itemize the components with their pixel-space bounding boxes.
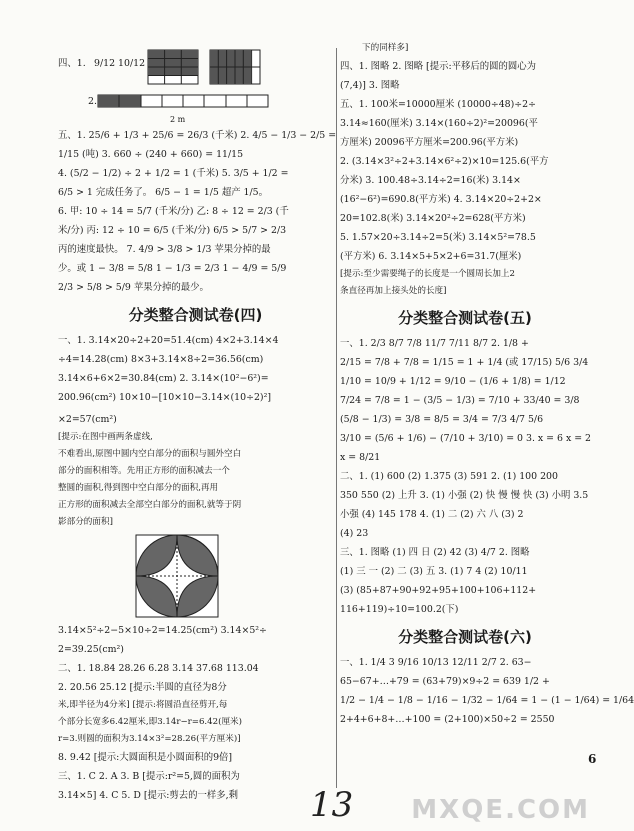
text-line: 2/3 > 5/8 > 5/9 苹果分掉的最少。 bbox=[58, 282, 209, 293]
text-line: 3.14×6+6×2=30.84(cm) 2. 3.14×(10²−6²)= bbox=[58, 373, 269, 384]
answers-block-c bbox=[340, 653, 634, 729]
text-line: 3.14×5²÷2−5×10÷2=14.25(cm²) 3.14×5²÷ bbox=[58, 625, 267, 636]
section-title: 分类整合测试卷(五) bbox=[398, 309, 532, 327]
length-bar-row bbox=[58, 90, 333, 114]
page-number: 13 bbox=[310, 785, 354, 825]
text-line: 2/15 = 7/8 + 7/8 = 1/15 = 1 + 1/4 (或 17/15) 5/6 3/4 bbox=[340, 357, 589, 368]
text-line: 2=39.25(cm²) bbox=[58, 644, 124, 655]
answers-block-b bbox=[58, 331, 333, 429]
section-title: 分类整合测试卷(六) bbox=[398, 628, 532, 646]
text-line: 四、1. 图略 2. 图略 [提示:平移后的圆的圆心为 bbox=[340, 61, 537, 72]
left-column bbox=[58, 0, 337, 831]
text-line: 三、1. C 2. A 3. B [提示:r²=5,圆的面积为 bbox=[58, 771, 240, 782]
text-line: 米/分) 丙: 12 ÷ 10 = 6/5 (千米/分) 6/5 > 5/7 > 2/3 bbox=[58, 225, 287, 236]
answers-block-a bbox=[58, 126, 337, 297]
hint-line: 影部分的面积] bbox=[58, 517, 113, 527]
text-line: (5/8 − 1/3) = 3/8 = 8/5 = 3/4 = 7/3 4/7 5/6 bbox=[340, 414, 544, 425]
text-line: 6/5 > 1 完成任务了。 6/5 − 1 = 1/5 超产 1/5。 bbox=[58, 187, 269, 198]
hint-line: 不难看出,原图中圆内空白部分的面积与圆外空白 bbox=[58, 449, 242, 459]
text-line: 8. 9.42 [提示:大圆面积是小圆面积的9倍] bbox=[58, 752, 233, 763]
section-title: 分类整合测试卷(四) bbox=[128, 306, 263, 324]
text-line: (4) 23 bbox=[340, 528, 369, 539]
text-line: 二、1. (1) 600 (2) 1.375 (3) 591 2. (1) 100 200 bbox=[340, 471, 558, 482]
column-divider bbox=[336, 48, 337, 788]
text-line: 五、1. 25/6 + 1/3 + 25/6 = 26/3 (千米) 2. 4/5 − 1/3 − 2/5 = bbox=[58, 130, 337, 141]
length-bar bbox=[98, 94, 273, 110]
watermark: MXQE.COM bbox=[411, 795, 590, 825]
text-line: 200.96(cm²) 10×10−[10×10−3.14×(10÷2)²] bbox=[58, 392, 272, 403]
text-line: 分米) 3. 100.48÷3.14÷2=16(米) 3.14× bbox=[340, 175, 521, 186]
fraction-figure-row bbox=[58, 50, 333, 90]
right-column bbox=[340, 0, 634, 831]
answers-block-b bbox=[340, 334, 590, 619]
hint-line: [提示:在图中画两条虚线, bbox=[58, 432, 153, 442]
hint-line: 正方形的面积减去全部空白部分的面积,就等于阴 bbox=[58, 500, 242, 510]
bar-length-label: 2 m bbox=[170, 115, 186, 124]
text-line: (平方米) 6. 3.14×5+5×2+6=31.7(厘米) bbox=[340, 251, 522, 262]
text-line: 方厘米) 20096平方厘米=200.96(平方米) bbox=[340, 137, 519, 148]
text-line: 米,即半径为4分米] [提示:将圆沿直径剪开,每 bbox=[58, 700, 228, 710]
q2-label: 2. bbox=[88, 96, 97, 107]
text-line: 350 550 (2) 上升 3. (1) 小强 (2) 快 慢 慢 快 (3) 小明 3.5 bbox=[340, 490, 589, 501]
text-line: 一、1. 1/4 3 9/16 10/13 12/11 2/7 2. 63− bbox=[340, 657, 532, 668]
text-line: ×2=57(cm²) bbox=[58, 414, 117, 425]
hint-line: 部分的面积相等。先用正方形的面积减去一个 bbox=[58, 466, 230, 476]
text-line: 116+119)÷10=100.2(下) bbox=[340, 604, 459, 615]
text-line: 三、1. 图略 (1) 四 日 (2) 42 (3) 4/7 2. 图略 bbox=[340, 547, 530, 558]
text-line: 4. (5/2 − 1/2) ÷ 2 + 1/2 = 1 (千米) 5. 3/5 + 1/2 = bbox=[58, 168, 289, 179]
text-line: 3.14≈160(厘米) 3.14×(160÷2)²=20096(平 bbox=[340, 118, 538, 129]
text-line: 2+4+6+8+…+100 = (2+100)×50÷2 = 2550 bbox=[340, 714, 555, 725]
hint-line: 整圆的面积,得到图中空白部分的面积,再用 bbox=[58, 483, 219, 493]
text-line: 2. (3.14×3²÷2+3.14×6²÷2)×10=125.6(平方 bbox=[340, 156, 549, 167]
hint-line: [提示:至少需要绳子的长度是一个圆周长加上2 bbox=[340, 269, 515, 279]
shaded-circle-diagram bbox=[133, 533, 223, 619]
hint-block bbox=[58, 429, 333, 531]
answers-block-a bbox=[340, 40, 590, 300]
text-line: (16²−6²)=690.8(平方米) 4. 3.14×20÷2+2× bbox=[340, 194, 542, 205]
text-line: 五、1. 100米=10000厘米 (10000÷48)÷2÷ bbox=[340, 99, 536, 110]
fraction-diagrams bbox=[148, 50, 263, 88]
text-line: 1/15 (吨) 3. 660 ÷ (240 + 660) = 11/15 bbox=[58, 149, 244, 160]
q1-label: 四、1. bbox=[58, 58, 86, 69]
text-line: 丙的速度最快。 7. 4/9 > 3/8 > 1/3 苹果分掉的最 bbox=[58, 244, 271, 255]
text-line: r=3.则圆的面积为3.14×3²=28.26(平方厘米)] bbox=[58, 734, 241, 744]
q1-fractions: 9/12 10/12 bbox=[94, 58, 146, 69]
text-line: 6. 甲: 10 ÷ 14 = 5/7 (千米/分) 乙: 8 ÷ 12 = 2/3 (千 bbox=[58, 206, 289, 217]
text-line: 20=102.8(米) 3.14×20²÷2=628(平方米) bbox=[340, 213, 526, 224]
text-line: 7/24 = 7/8 = 1 − (3/5 − 1/3) = 7/10 + 33/40 = 3/8 bbox=[340, 395, 580, 406]
text-line: 5. 1.57×20÷3.14÷2=5(米) 3.14×5²=78.5 bbox=[340, 232, 536, 243]
hint-line: 条直径再加上接头处的长度] bbox=[340, 286, 447, 296]
text-line: 一、1. 3.14×20÷2+20=51.4(cm) 4×2+3.14×4 bbox=[58, 335, 279, 346]
answers-block-c bbox=[58, 621, 333, 805]
text-line: (3) (85+87+90+92+95+100+106+112+ bbox=[340, 585, 537, 596]
text-line: 下的同样多] bbox=[362, 43, 409, 53]
text-line: (7,4)] 3. 图略 bbox=[340, 80, 400, 91]
text-line: 一、1. 2/3 8/7 7/8 11/7 7/11 8/7 2. 1/8 + bbox=[340, 338, 529, 349]
edge-mark: 6 bbox=[588, 752, 597, 766]
text-line: 二、1. 18.84 28.26 6.28 3.14 37.68 113.04 bbox=[58, 663, 259, 674]
text-line: 3/10 = (5/6 + 1/6) − (7/10 + 3/10) = 0 3. x = 6 x = 2 bbox=[340, 433, 592, 444]
text-line: 小强 (4) 145 178 4. (1) 二 (2) 六 八 (3) 2 bbox=[340, 509, 524, 520]
circle-figure bbox=[58, 531, 333, 621]
text-line: 65−67+…+79 = (63+79)×9÷2 = 639 1/2 + bbox=[340, 676, 550, 687]
text-line: 1/10 = 10/9 + 1/12 = 9/10 − (1/6 + 1/8) = 1/12 bbox=[340, 376, 566, 387]
text-line: ÷4=14.28(cm) 8×3+3.14×8÷2=36.56(cm) bbox=[58, 354, 264, 365]
text-line: 1/2 − 1/4 − 1/8 − 1/16 − 1/32 − 1/64 = 1 − (1 − 1/64) = 1/64 bbox=[340, 695, 634, 706]
text-line: 3.14×5] 4. C 5. D [提示:剪去的一样多,剩 bbox=[58, 790, 239, 801]
text-line: 2. 20.56 25.12 [提示:半圆的直径为8分 bbox=[58, 682, 227, 693]
text-line: 少。或 1 − 3/8 = 5/8 1 − 1/3 = 2/3 1 − 4/9 = 5/9 bbox=[58, 263, 287, 274]
text-line: x = 8/21 bbox=[340, 452, 381, 463]
text-line: (1) 三 一 (2) 二 (3) 五 3. (1) 7 4 (2) 10/11 bbox=[340, 566, 528, 577]
text-line: 个部分长宽多6.42厘米,即3.14r−r=6.42(厘米) bbox=[58, 717, 242, 727]
